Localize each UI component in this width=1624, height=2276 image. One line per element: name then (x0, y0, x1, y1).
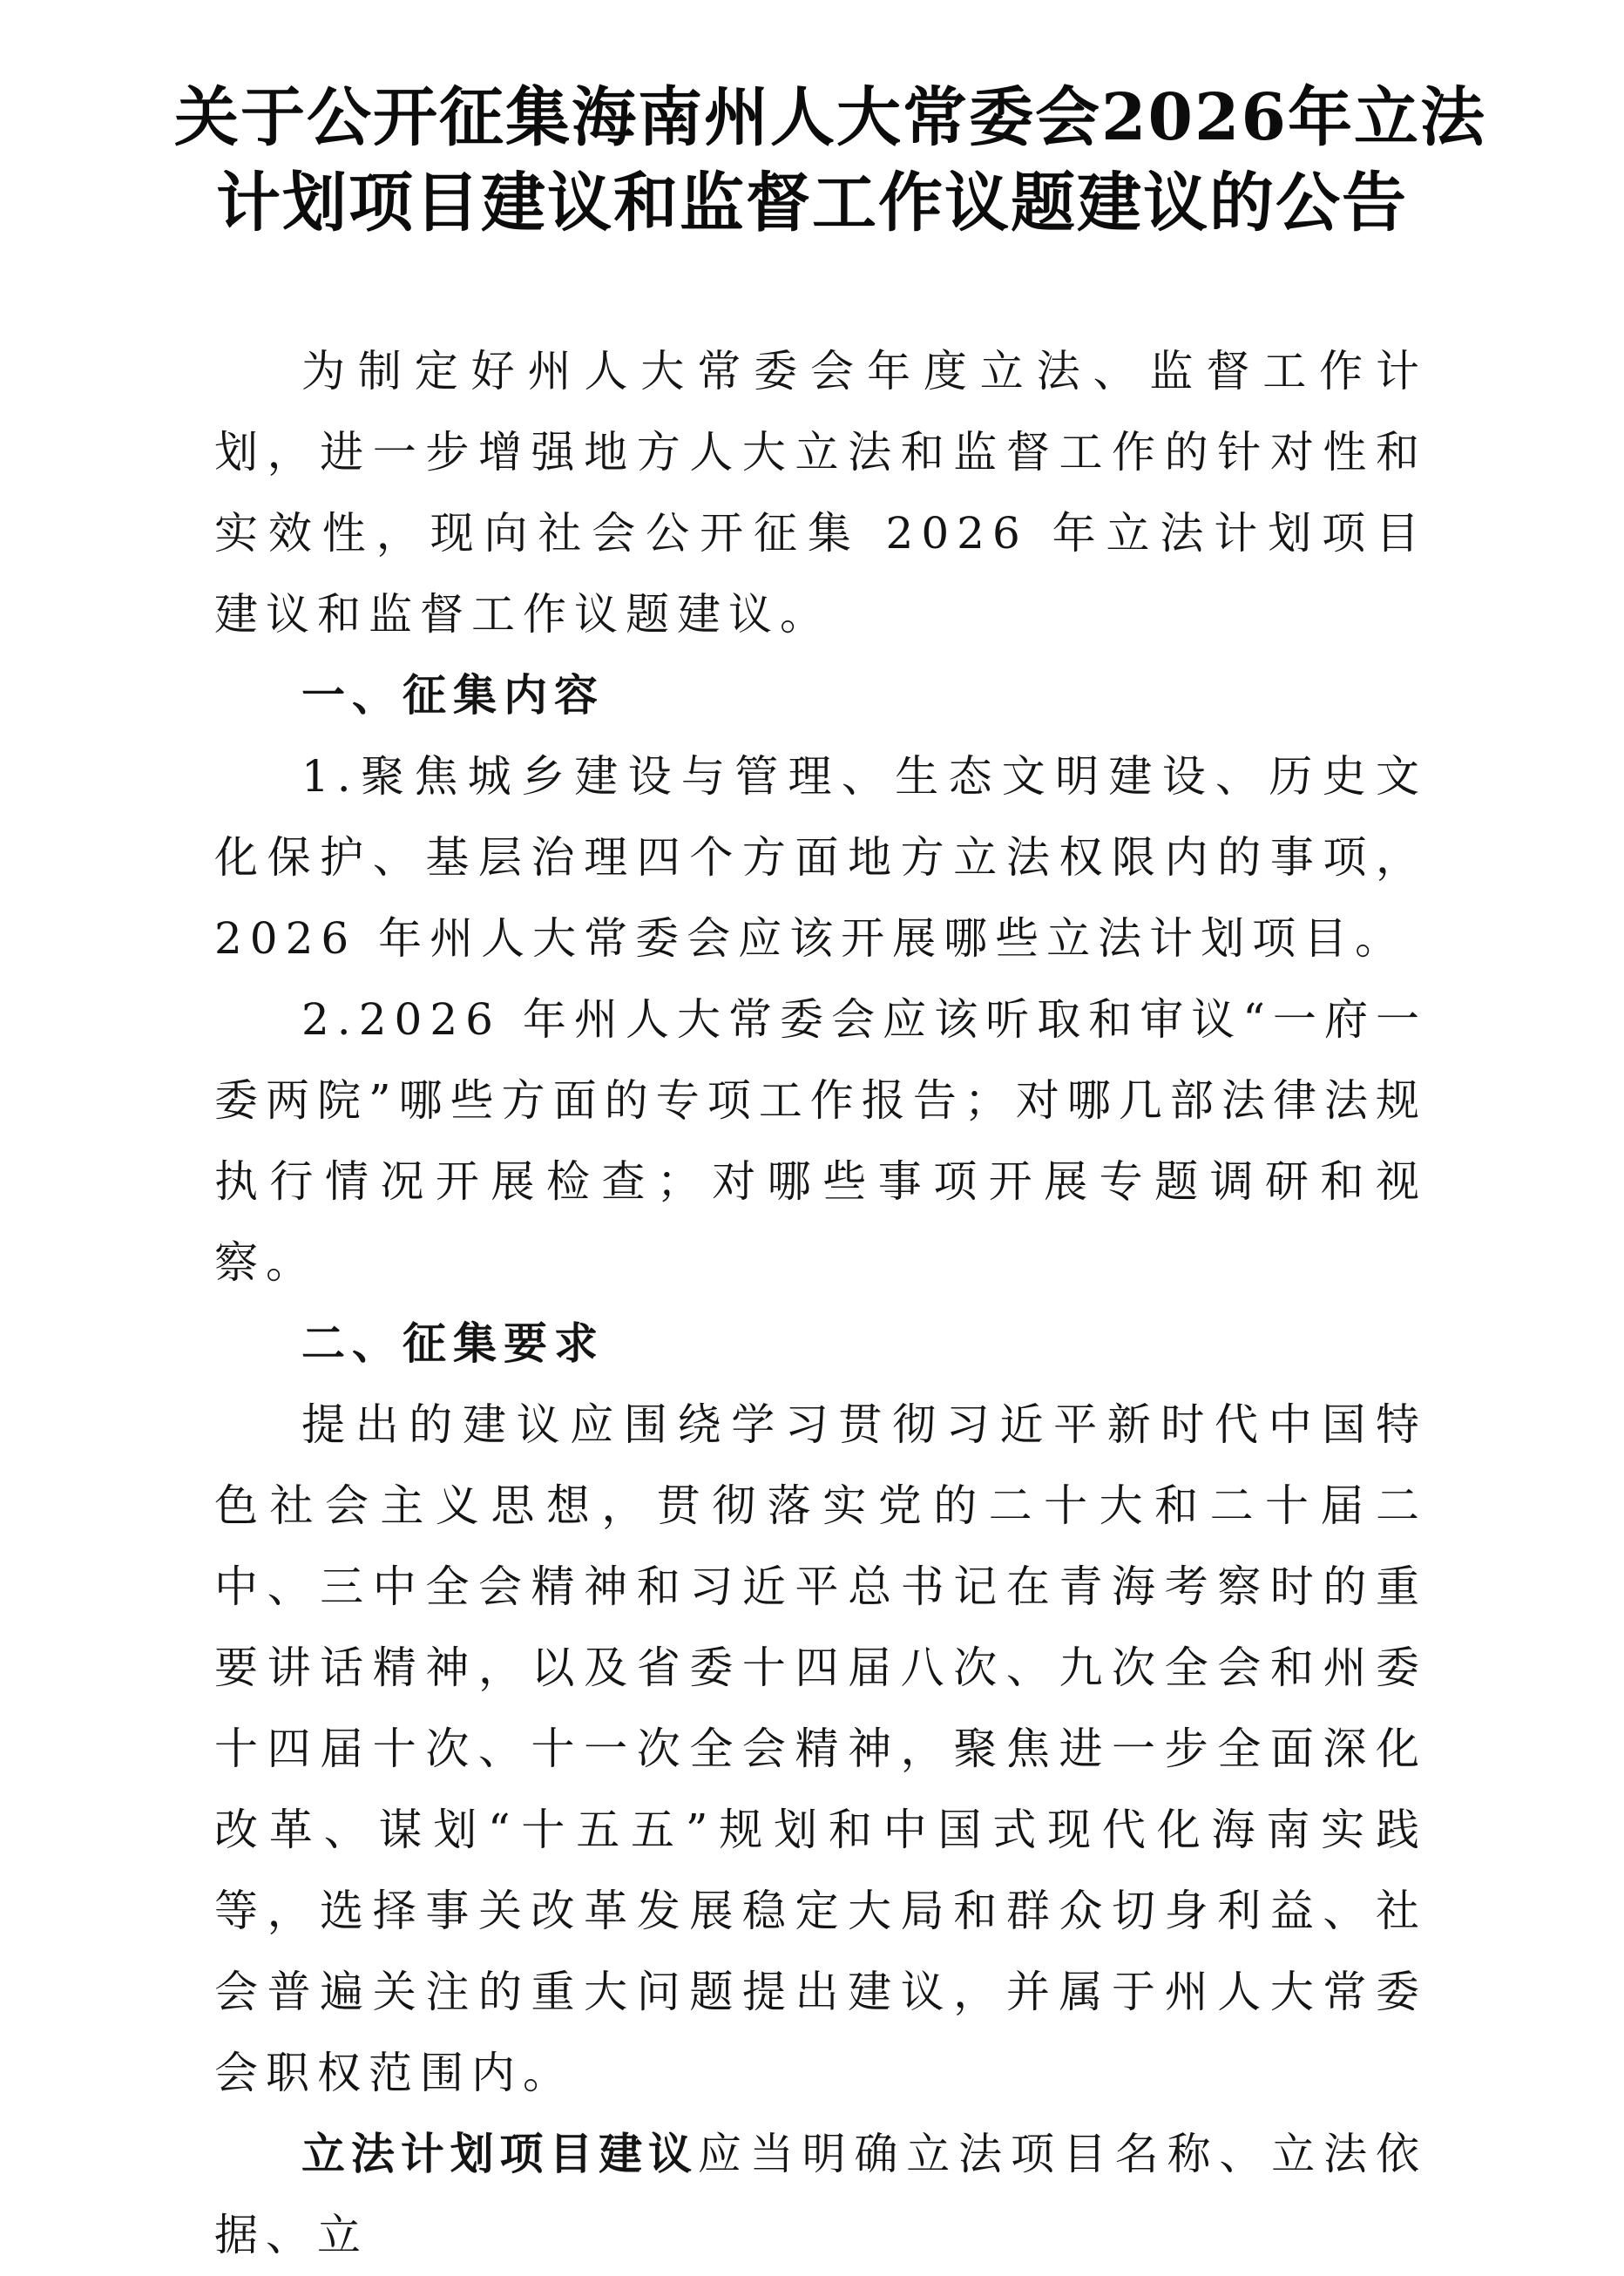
legislation-suggestion-paragraph (214, 2114, 1427, 2276)
document-title (174, 75, 1486, 246)
legislation-suggestion-text: 应当明确立法项目名称、立法依据、立 (214, 2129, 1428, 2260)
title-line-2: 计划项目建议和监督工作议题建议的公告 (216, 166, 1408, 240)
title-line-1: 关于公开征集海南州人大常委会2026年立法 (174, 80, 1486, 155)
section-heading-requirements: 二、征集要求 (301, 1318, 605, 1369)
requirements-paragraph: 提出的建议应围绕学习贯彻习近平新时代中国特色社会主义思想，贯彻落实党的二十大和二十届二中、三中全会精神和习近平总书记在青海考察时的重要讲话精神，以及省委十四届八次、九次全会和州委十四届十次、十一次全会精神，聚焦进一步全面深化改革、谋划“十五五”规划和中国式现代化海南实践等，选择事关改革发展稳定大局和群众切身利益、社会普遍关注的重大问题提出建议，并属于州人大常委会职权范围内。 (214, 1399, 1427, 2098)
intro-paragraph: 为制定好州人大常委会年度立法、监督工作计划，进一步增强地方人大立法和监督工作的针对性和实效性，现向社会公开征集 2026 年立法计划项目建议和监督工作议题建议。 (214, 346, 1427, 640)
section-heading-content: 一、征集内容 (301, 670, 605, 721)
document-body (214, 331, 1427, 2276)
content-item-2: 2.2026 年州人大常委会应该听取和审议“一府一委两院”哪些方面的专项工作报告；对哪几部法律法规执行情况开展检查；对哪些事项开展专题调研和视察。 (214, 994, 1427, 1288)
legislation-suggestion-lead: 立法计划项目建议 (301, 2129, 698, 2179)
content-item-1: 1.聚焦城乡建设与管理、生态文明建设、历史文化保护、基层治理四个方面地方立法权限内的事项，2026 年州人大常委会应该开展哪些立法计划项目。 (214, 751, 1427, 964)
